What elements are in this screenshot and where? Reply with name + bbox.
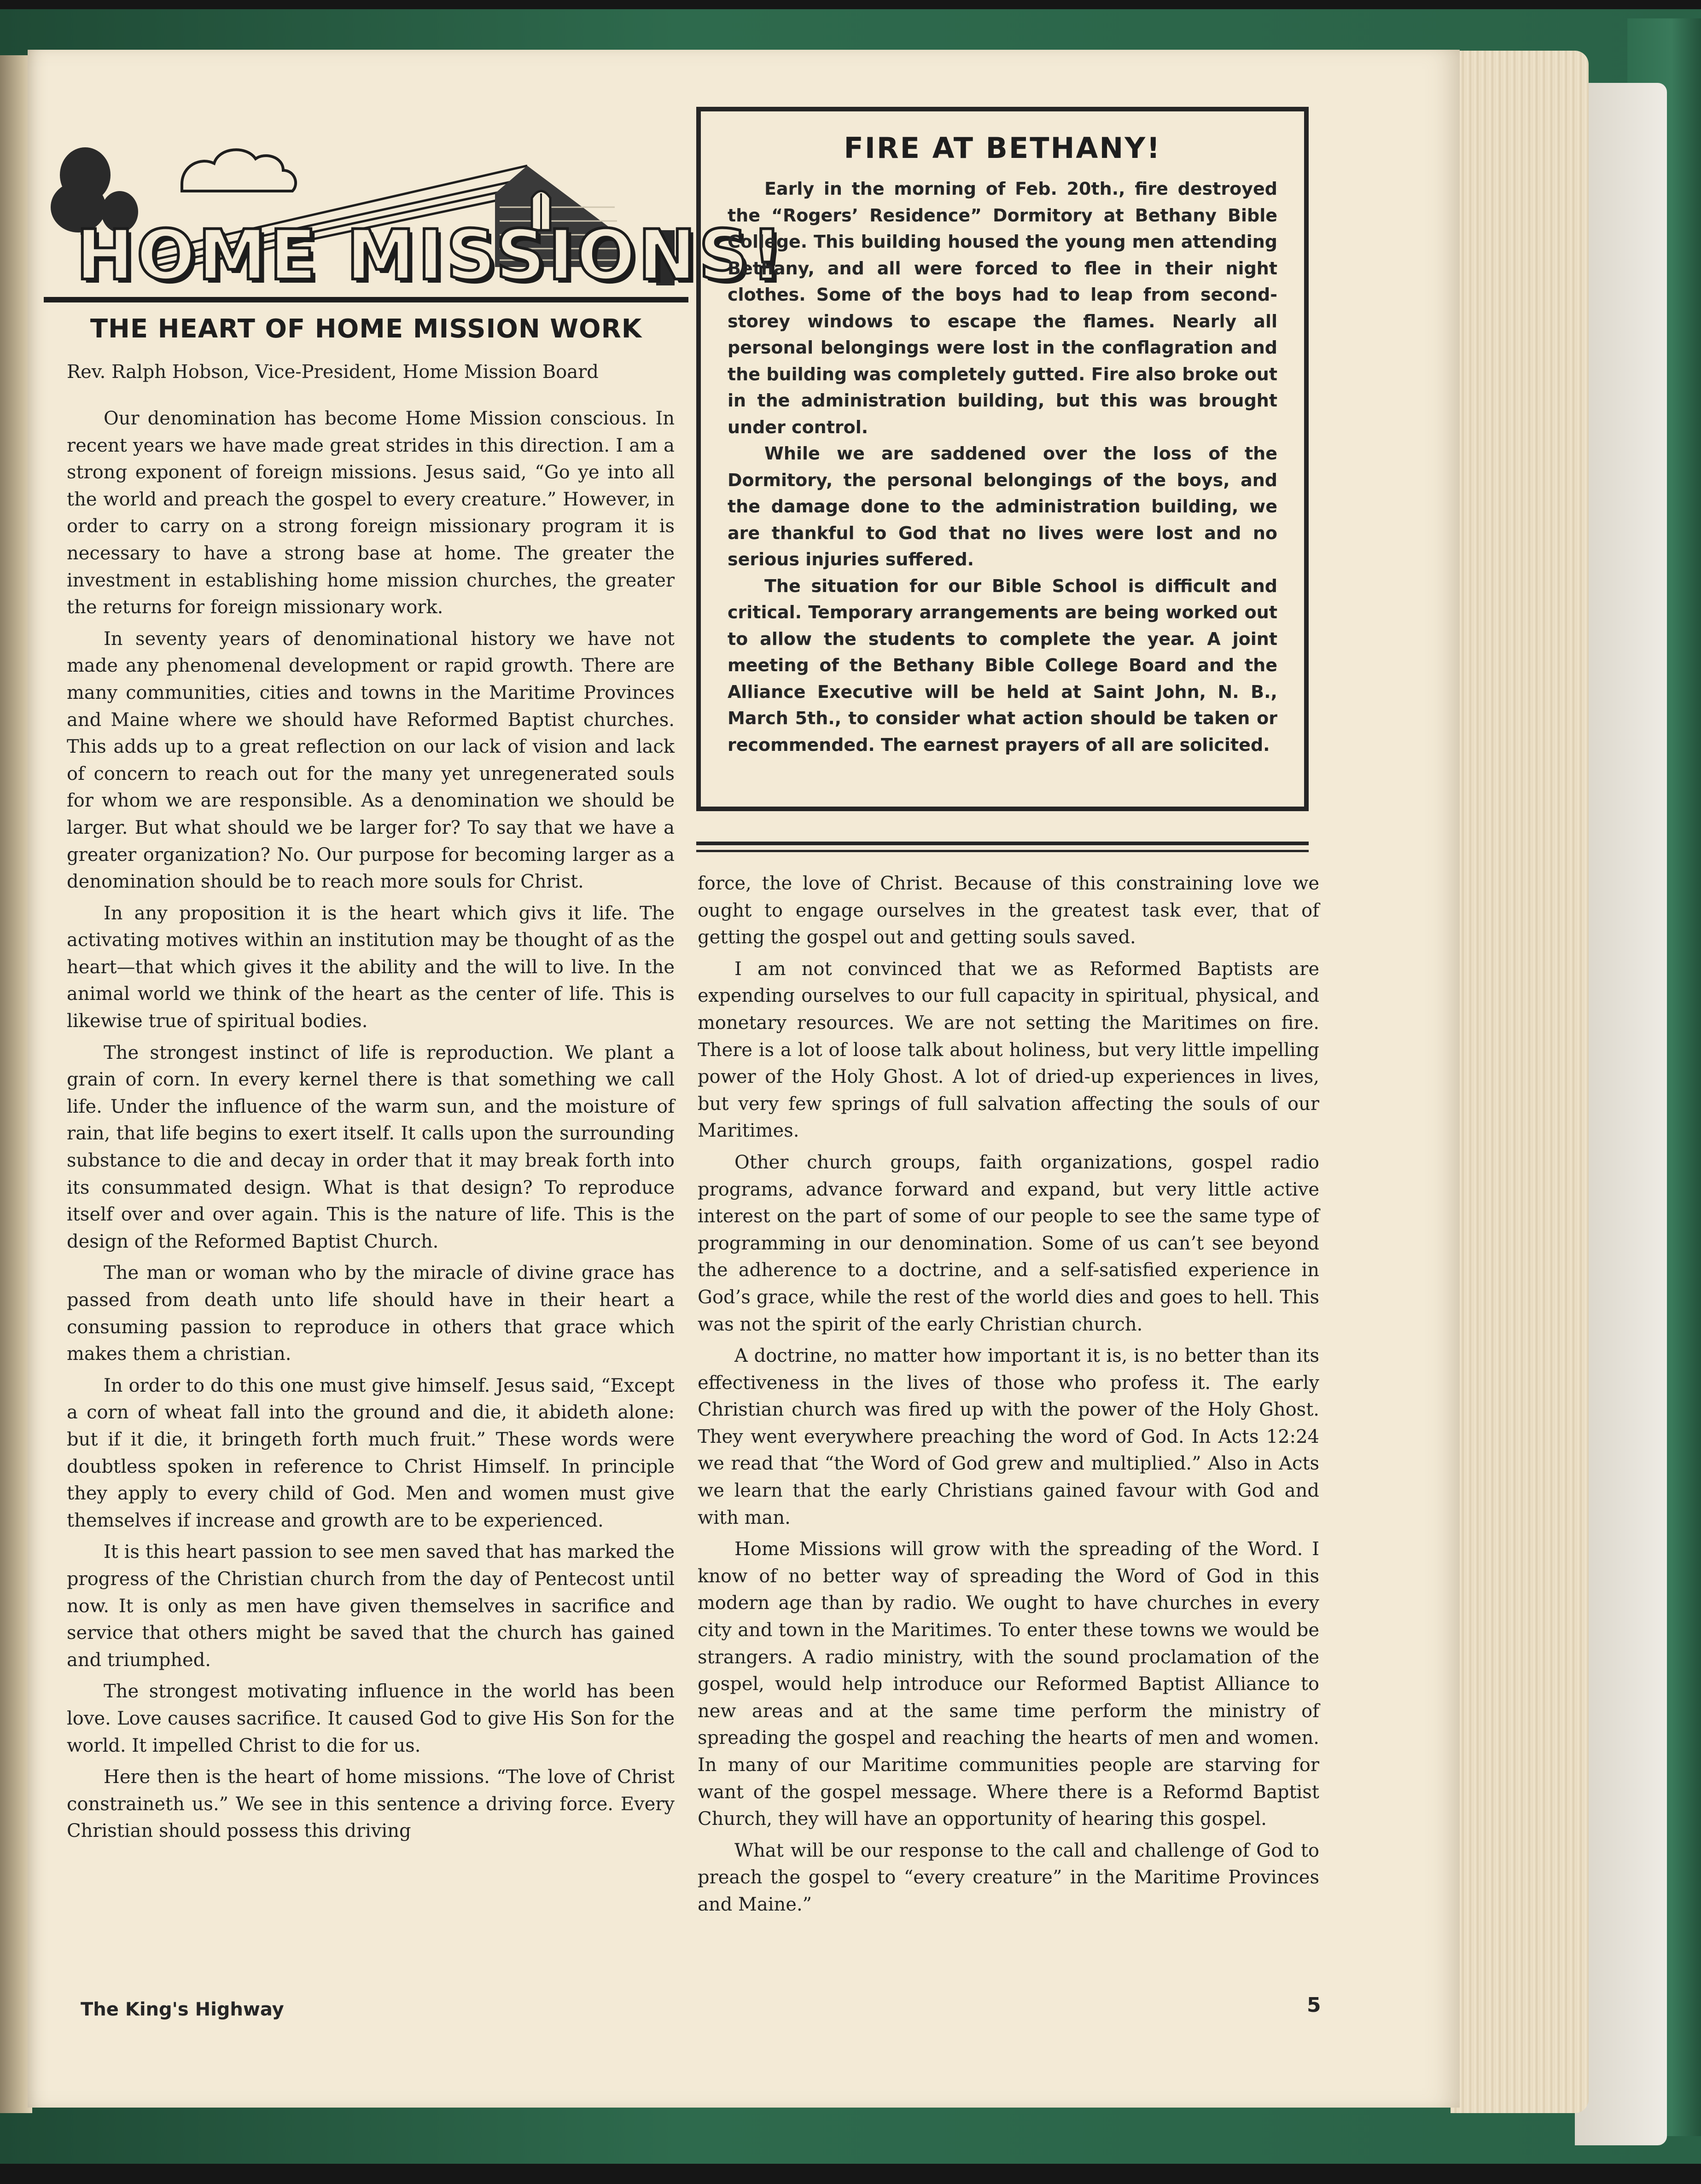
paragraph: force, the love of Christ. Because of this constraining love we ought to engage ourselves in the greatest task ever, that of getting the gospel out and getting souls saved. [698,873,1319,948]
fire-paragraph: The situation for our Bible School is difficult and critical. Temporary arrangements are being worked out to allow the students to complete the year. A joint meeting of the Bethany Bible College Board and the Alliance Executive will be held at Saint John, N. B., March 5th., to consider what action should be taken or recommended. The earnest prayers of all are solicited. [728,575,1277,755]
article-title: THE HEART OF HOME MISSION WORK [90,314,642,344]
fire-title: FIRE AT BETHANY! [844,131,1161,165]
paragraph: What will be our response to the call and challenge of God to preach the gospel to “every creature” in the Maritime Provinces and Maine.” [698,1840,1319,1915]
divider-rule-top [696,842,1309,845]
paragraph: Our denomination has become Home Mission conscious. In recent years we have made great strides in this direction. I am a strong exponent of foreign missions. Jesus said, “Go ye into all the world and preach the gospel to every creature.” However, in order to carry on a strong foreign missionary program it is necessary to have a strong base at home. The greater the investment in establishing home mission churches, the greater the returns for foreign missionary work. [67,408,675,618]
paragraph: In any proposition it is the heart which givs it life. The activating motives within an institution may be thought of as the heart—that which gives it the ability and the will to live. In the animal world we think of the heart as the center of life. This is likewise true of spiritual bodies. [67,902,675,1032]
paragraph: The man or woman who by the miracle of divine grace has passed from death unto life should have in their heart a consuming passion to reproduce in others that grace which makes them a christian. [67,1262,675,1365]
paragraph: In order to do this one must give himself. Jesus said, “Except a corn of wheat fall into the ground and die, it abideth alone: but if it die, it bringeth forth much fruit.” These words were doubtless spoken in reference to Christ Himself. In principle they apply to every child of God. Men and women must give themselves if increase and growth are to be experienced. [67,1375,675,1531]
paragraph: The strongest motivating influence in the world has been love. Love causes sacrifice. It caused God to give His Son for the world. It impelled Christ to die for us. [67,1681,675,1756]
paragraph: A doctrine, no matter how important it is, is no better than its effectiveness in the lives of those who profess it. The early Christian church was fired up with the power of the Holy Ghost. They went everywhere preaching the word of God. In Acts 12:24 we read that “the Word of God grew and multiplied.” Also in Acts we learn that the early Christians gained favour with God and with man. [698,1345,1319,1528]
publication-name: The King's Highway [81,1999,284,2020]
paragraph: Here then is the heart of home missions. “The love of Christ constraineth us.” We see in this sentence a driving force. Every Christian should possess this driving [67,1766,675,1842]
article-byline: Rev. Ralph Hobson, Vice-President, Home Mission Board [67,361,599,383]
page-number: 5 [1307,1993,1321,2017]
article-column-left [67,405,675,1849]
fire-at-bethany-box [696,107,1309,811]
paragraph: In seventy years of denominational history we have not made any phenomenal development or rapid growth. There are many communities, cities and towns in the Maritime Provinces and Maine where we should have Reformed Baptist churches. This adds up to a great reflection on our lack of vision and lack of concern to reach out for the many yet unregenerated souls for whom we are responsible. As a denomination we should be larger. But what should we be larger for? To say that we have a greater organization? No. Our purpose for becoming larger as a denomination should be to reach more souls for Christ. [67,628,675,893]
fire-paragraph: While we are saddened over the loss of the Dormitory, the personal belongings of the boys, and the damage done to the administration building, we are thankful to God that no lives were lost and no serious injuries suffered. [728,443,1277,569]
back-page-edge [1575,83,1667,2145]
masthead-title: HOME MISSIONS! [76,215,786,296]
paragraph: Home Missions will grow with the spreading of the Word. I know of no better way of spreading the Word of God in this modern age than by radio. We ought to have churches in every city and town in the Maritimes. To enter these towns we would be strangers. A radio ministry, with the sound proclamation of the gospel, would help introduce our Reformed Baptist Alliance to new areas and at the same time perform the ministry of spreading the gospel and reaching the hearts of men and women. In many of our Maritime communities people are starving for want of the gospel message. Where there is a Reformd Baptist Church, they will have an opportunity of hearing this gospel. [698,1539,1319,1830]
fire-body [728,176,1277,758]
paragraph: Other church groups, faith organizations, gospel radio programs, advance forward and expand, but very little active interest on the part of some of our people to see the same type of programming in our denomination. Some of us can’t see beyond the adherence to a doctrine, and a self-satisfied experience in God’s grace, while the rest of the world dies and goes to hell. This was not the spirit of the early Christian church. [698,1151,1319,1335]
paragraph: The strongest instinct of life is reproduction. We plant a grain of corn. In every kernel there is that something we call life. Under the influence of the warm sun, and the moisture of rain, that life begins to exert itself. It calls upon the surrounding substance to die and decay in order that it may break forth into its consummated design. What is that design? To reproduce itself over and over again. This is the nature of life. This is the design of the Reformed Baptist Church. [67,1042,675,1252]
paragraph: I am not convinced that we as Reformed Baptists are expending ourselves to our full capacity in spiritual, physical, and monetary resources. We are not setting the Maritimes on fire. There is a lot of loose talk about holiness, but very little impelling power of the Holy Ghost. A lot of dried-up experiences in lives, but very few springs of full salvation affecting the souls of our Maritimes. [698,958,1319,1142]
divider-rule-bottom [696,850,1309,852]
home-missions-masthead [44,115,786,304]
page-stack-edge [1451,51,1589,2113]
paragraph: It is this heart passion to see men saved that has marked the progress of the Christian church from the day of Pentecost until now. It is only as men have given themselves in sacrifice and service that others might be saved that the church has gained and triumphed. [67,1541,675,1671]
article-column-right [698,870,1319,1923]
fire-paragraph: Early in the morning of Feb. 20th., fire destroyed the “Rogers’ Residence” Dormitory at Bethany Bible College. This building housed the young men attending Bethany, and all were forced to flee in their night clothes. Some of the boys had to leap from second-storey windows to escape the flames. Nearly all personal belongings were lost in the conflagration and the building was completely gutted. Fire also broke out in the administration building, but this was brought under control. [728,179,1277,437]
